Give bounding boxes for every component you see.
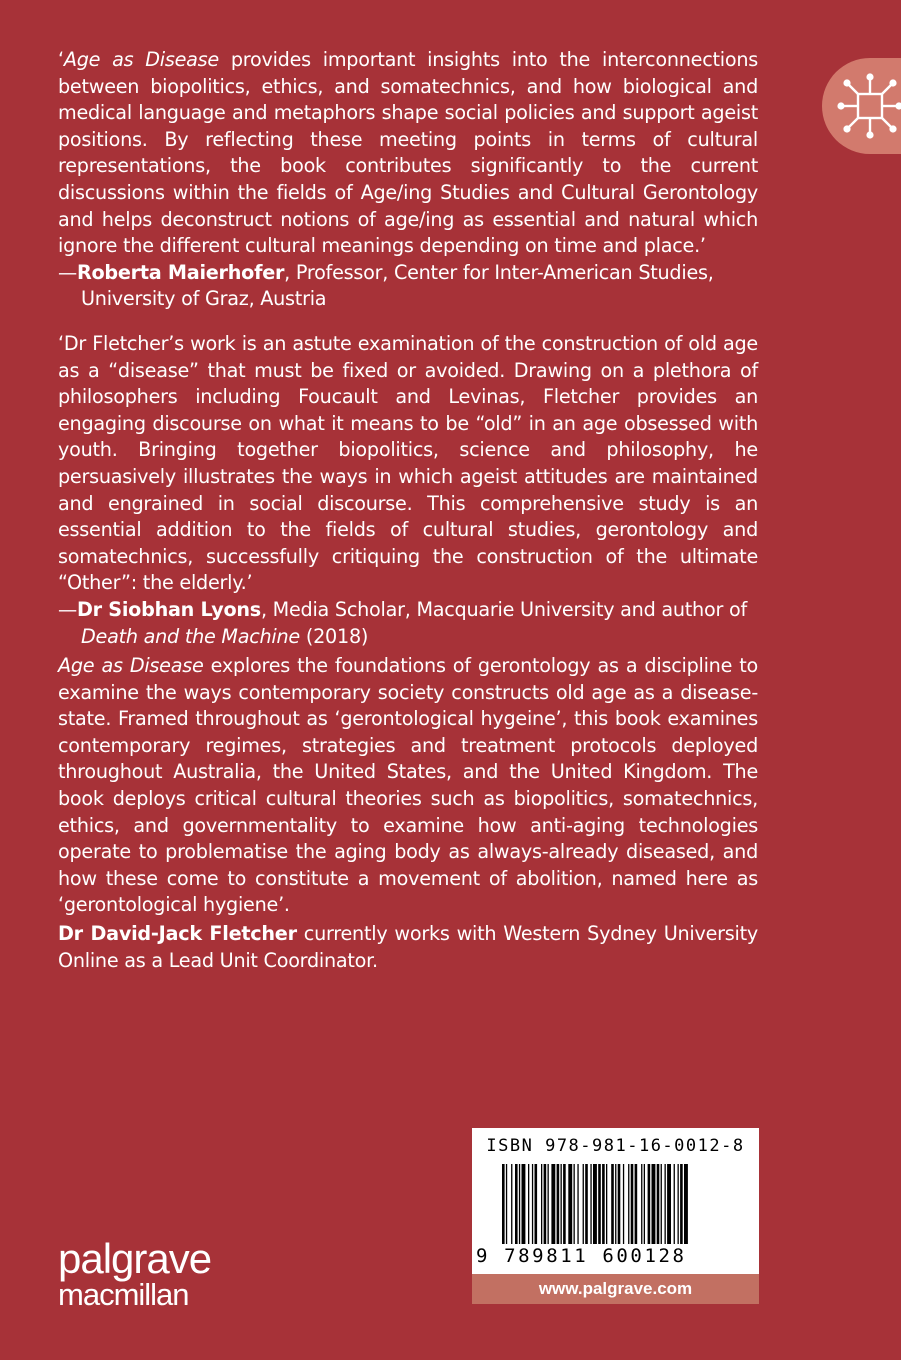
- endorsement-quote-2: [58, 331, 758, 650]
- quote-1-attribution: —Roberta Maierhofer, Professor, Center for Inter-American Studies, University of Graz, Austria: [58, 260, 758, 313]
- logo-macmillan: macmillan: [58, 1277, 189, 1312]
- palgrave-network-icon: [834, 70, 901, 142]
- quote-1-author: Roberta Maierhofer: [76, 260, 285, 284]
- author-name: Dr David-Jack Fletcher: [58, 922, 297, 945]
- palgrave-macmillan-logo: [58, 1235, 212, 1312]
- book-title-italic: Age as Disease: [58, 654, 204, 677]
- barcode-bars: [502, 1164, 730, 1244]
- barcode-block: [472, 1128, 759, 1274]
- author-bio: Dr David-Jack Fletcher currently works with Western Sydney University Online as a Lead Unit Coordinator.: [58, 922, 758, 972]
- quote-2-author: Dr Siobhan Lyons: [76, 597, 261, 621]
- quote-1-affiliation: University of Graz, Austria: [81, 287, 327, 311]
- quote-2-text: ‘Dr Fletcher’s work is an astute examination of the construction of old age as a “disease” that must be fixed or avoided. Drawing on a plethora of philosophers including Foucault and Levinas, Fletcher provides an engaging discourse on what it means to be “old” in an age obsessed with youth. Bringing together biopolitics, science and philosophy, he persuasively illustrates the ways in which ageist attitudes are maintained and engrained in social discourse. This comprehensive study is an essential addition to the fields of cultural studies, gerontology and somatechnics, successfully critiquing the construction of the ultimate “Other”: the elderly.’: [58, 332, 758, 595]
- quote-1-text: ‘Age as Disease provides important insights into the interconnections between biopolitics, ethics, and somatechnics, and how biological and medical language and metaphors shape social policies and support ageist positions. By reflecting these meeting points in terms of cultural representations, the book contributes significantly to the current discussions within the fields of Age/ing Studies and Cultural Gerontology and helps deconstruct notions of age/ing as essential and natural which ignore the different cultural meanings depending on time and place.’: [58, 48, 758, 258]
- endorsement-quote-1: [58, 47, 758, 313]
- barcode-digits: 9 789811 600128: [476, 1245, 687, 1267]
- logo-palgrave: palgrave: [58, 1235, 212, 1282]
- book-description: Age as Disease explores the foundations of gerontology as a discipline to examine the ways contemporary society constructs old age as a disease-state. Framed throughout as ‘gerontological hygeine’, this book examines contemporary regimes, strategies and treatment protocols deployed throughout Australia, the United States, and the United Kingdom. The book deploys critical cultural theories such as biopolitics, somatechnics, ethics, and governmentality to examine how anti-aging technologies operate to problematise the aging body as always-already diseased, and how these come to constitute a movement of abolition, named here as ‘gerontological hygiene’.: [58, 654, 758, 917]
- book-title-italic: Age as Disease: [63, 48, 219, 71]
- publisher-url: www.palgrave.com: [472, 1274, 759, 1304]
- quote-2-book: Death and the Machine (2018): [81, 624, 369, 648]
- quote-2-attribution: —Dr Siobhan Lyons, Media Scholar, Macquarie University and author of Death and the Machine (2018): [58, 597, 758, 650]
- palgrave-badge: [822, 58, 901, 154]
- isbn-label: ISBN 978-981-16-0012-8: [486, 1136, 745, 1156]
